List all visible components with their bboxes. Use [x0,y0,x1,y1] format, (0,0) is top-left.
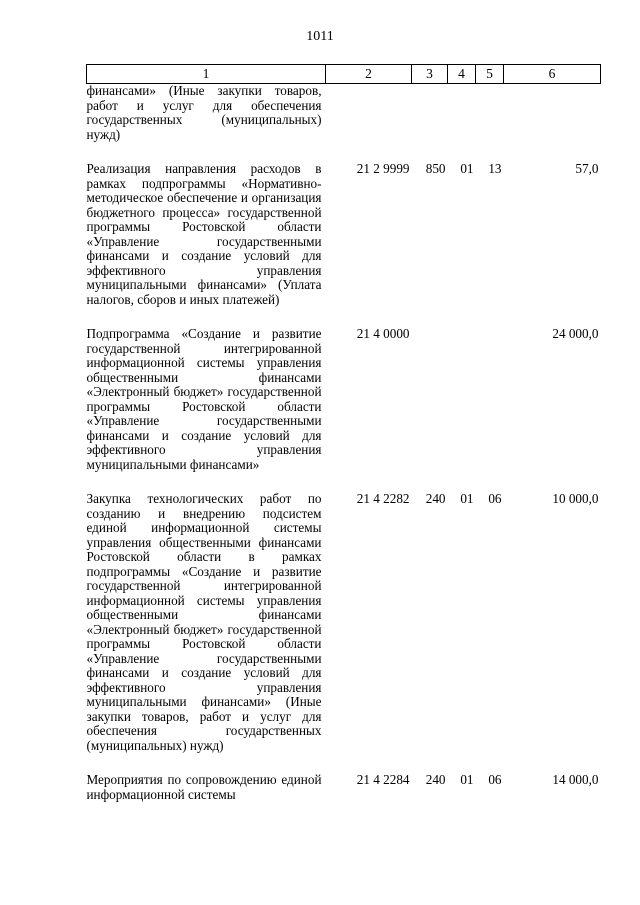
table-header-row [87,65,601,84]
row-description: финансами» (Иные закупки товаров, работ и услуг для обеспечения государственных (муниципальных) нужд) [86,83,322,142]
row-expense-type [412,84,448,153]
row-target-code: 21 2 9999 [356,161,410,176]
row-description: Подпрограмма «Создание и развитие государственной интегрированной информационной системы управления общественными финансами «Электронный бюджет» государственной программы Ростовской области «Управление государственными финансами и создание условий для эффективного управления муниципальными финансами» [86,326,322,472]
row-description: Закупка технологических работ по созданию и внедрению подсистем единой информационной системы управления общественными финансами Ростовской области в рамках подпрограммы «Создание и развитие государственной интегрированной информационной системы управления общественными финансами «Электронный бюджет» государственной программы Ростовской области «Управление государственными финансами и создание условий для эффективного управления муниципальными финансами» (Иные закупки товаров, работ и услуг для обеспечения государственных (муниципальных) нужд) [86,491,322,753]
row-amount: 57,0 [575,161,599,176]
row-subsection [476,84,504,153]
row-expense-type: 240 [425,772,446,787]
row-target-code: 21 4 2282 [356,491,410,506]
table-row [87,482,601,763]
budget-table [86,64,601,812]
row-section: 01 [460,491,474,506]
row-expense-type [412,317,448,482]
table-row [87,763,601,812]
row-amount: 14 000,0 [552,772,599,787]
page-number: 1011 [306,29,334,44]
table-row [87,84,601,153]
column-header-3: 3 [412,65,448,84]
row-description: Реализация направления расходов в рамках подпрограммы «Нормативно-методическое обеспечение и организация бюджетного процесса» государственной программы Ростовской области «Управление государственными финансами и создание условий для эффективного управления муниципальными финансами» (Уплата налогов, сборов и иных платежей) [86,161,322,307]
row-subsection: 06 [488,772,502,787]
row-section [448,84,476,153]
table-row [87,152,601,317]
column-header-5: 5 [476,65,504,84]
column-header-4: 4 [448,65,476,84]
column-header-2: 2 [326,65,412,84]
row-subsection: 13 [488,161,502,176]
row-description: Мероприятия по сопровождению единой информационной системы [86,772,322,802]
row-amount: 24 000,0 [552,326,599,341]
row-section [448,317,476,482]
row-expense-type: 850 [425,161,446,176]
row-subsection [476,317,504,482]
row-amount: 10 000,0 [552,491,599,506]
row-expense-type: 240 [425,491,446,506]
table-row [87,317,601,482]
row-amount [504,84,601,153]
row-section: 01 [460,161,474,176]
row-target-code [326,84,412,153]
row-section: 01 [460,772,474,787]
row-target-code: 21 4 2284 [356,772,410,787]
column-header-6: 6 [504,65,601,84]
column-header-1: 1 [87,65,326,84]
row-subsection: 06 [488,491,502,506]
row-target-code: 21 4 0000 [356,326,410,341]
